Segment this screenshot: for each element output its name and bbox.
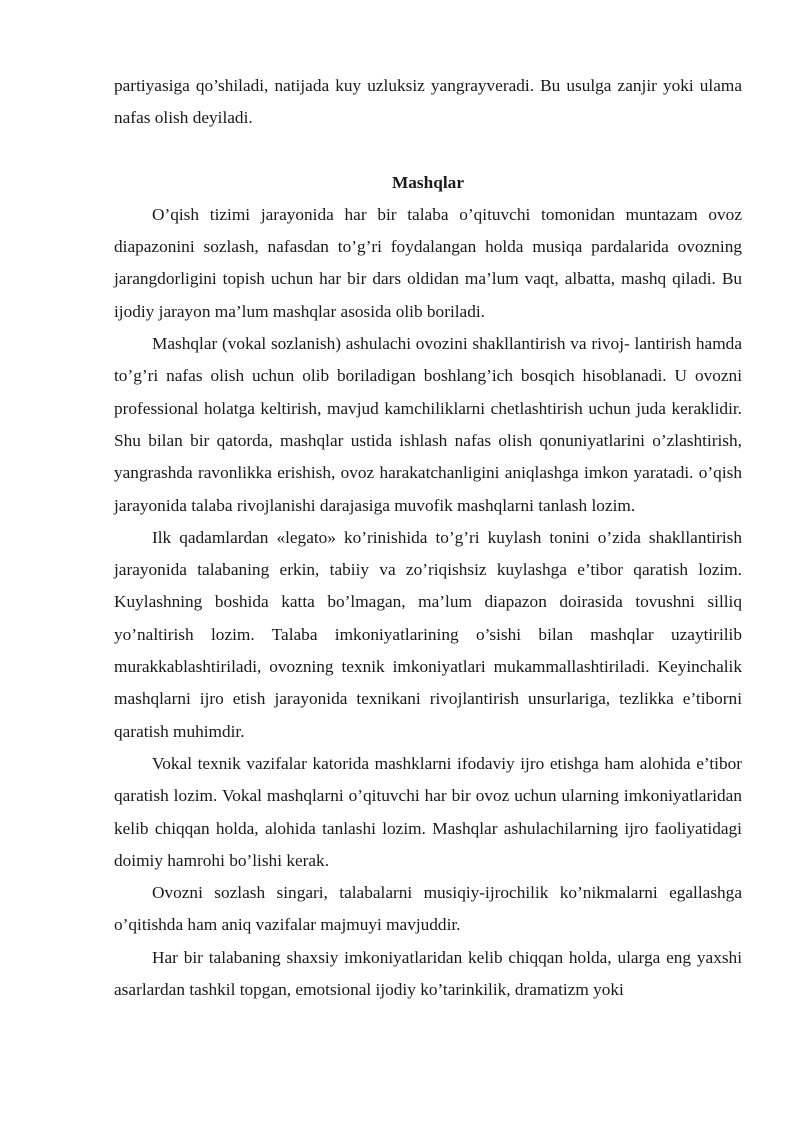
document-page xyxy=(114,70,742,1006)
paragraph-6: Har bir talabaning shaxsiy imkoniyatlaridan kelib chiqqan holda, ularga eng yaxshi asarlardan tashkil topgan, emotsional ijodiy ko’tarinkilik, dramatizm yoki xyxy=(114,947,742,1000)
paragraph-2: Mashqlar (vokal sozlanish) ashulachi ovozini shakllantirish va rivoj- lantirish hamda to’g’ri nafas olish uchun olib boriladigan boshlang’ich bosqich hisoblanadi. U ovozni professional holatga keltirish, mavjud kamchiliklarni chetlashtirish uchun juda keraklidir. Shu bilan bir qatorda, mashqlar ustida ishlash nafas olish qonuniyatlarini o’zlashtirish, yangrashda ravonlikka erishish, ovoz harakatchanligini aniqlashga imkon yaratadi. o’qish jarayonida talaba rivojlanishi darajasiga muvofik mashqlarni tanlash lozim. xyxy=(114,334,742,515)
paragraph-5: Ovozni sozlash singari, talabalarni musiqiy-ijrochilik ko’nikmalarni egallashga o’qitishda ham aniq vazifalar majmuyi mavjuddir. xyxy=(114,883,742,935)
paragraph-4: Vokal texnik vazifalar katorida mashklarni ifodaviy ijro etishga ham alohida e’tibor qaratish lozim. Vokal mashqlarni o’qituvchi har bir ovoz uchun ularning imkoniyatlaridan kelib chiqqan holda, alohida tanlashi lozim. Mashqlar ashulachilarning ijro faoliyatidagi doimiy hamrohi bo’lishi kerak. xyxy=(114,753,742,870)
intro-paragraph: partiyasiga qo’shiladi, natijada kuy uzluksiz yangrayveradi. Bu usulga zanjir yoki ulama nafas olish deyiladi. xyxy=(114,76,742,128)
paragraph-1: O’qish tizimi jarayonida har bir talaba o’qituvchi tomonidan muntazam ovoz diapazonini sozlash, nafasdan to’g’ri foydalangan holda musiqa pardalarida ovozning jarangdorligini topish uchun har bir dars oldidan ma’lum vaqt, albatta, mashq qiladi. Bu ijodiy jarayon ma’lum mashqlar asosida olib boriladi. xyxy=(114,204,742,321)
section-heading: Mashqlar xyxy=(391,172,464,192)
paragraph-3: Ilk qadamlardan «legato» ko’rinishida to’g’ri kuylash tonini o’zida shakllantirish jarayonida talabaning erkin, tabiiy va zo’riqishsiz kuylashga e’tibor qaratish lozim. Kuylashning boshida katta bo’lmagan, ma’lum diapazon doirasida tovushni silliq yo’naltirish lozim. Talaba imkoniyatlarining o’sishi bilan mashqlar uzaytirilib murakkablashtiriladi, ovozning texnik imkoniyatlari mukammallashtiriladi. Keyinchalik mashqlarni ijro etish jarayonida texnikani rivojlantirish unsurlariga, tezlikka e’tiborni qaratish muhimdir. xyxy=(114,527,742,741)
